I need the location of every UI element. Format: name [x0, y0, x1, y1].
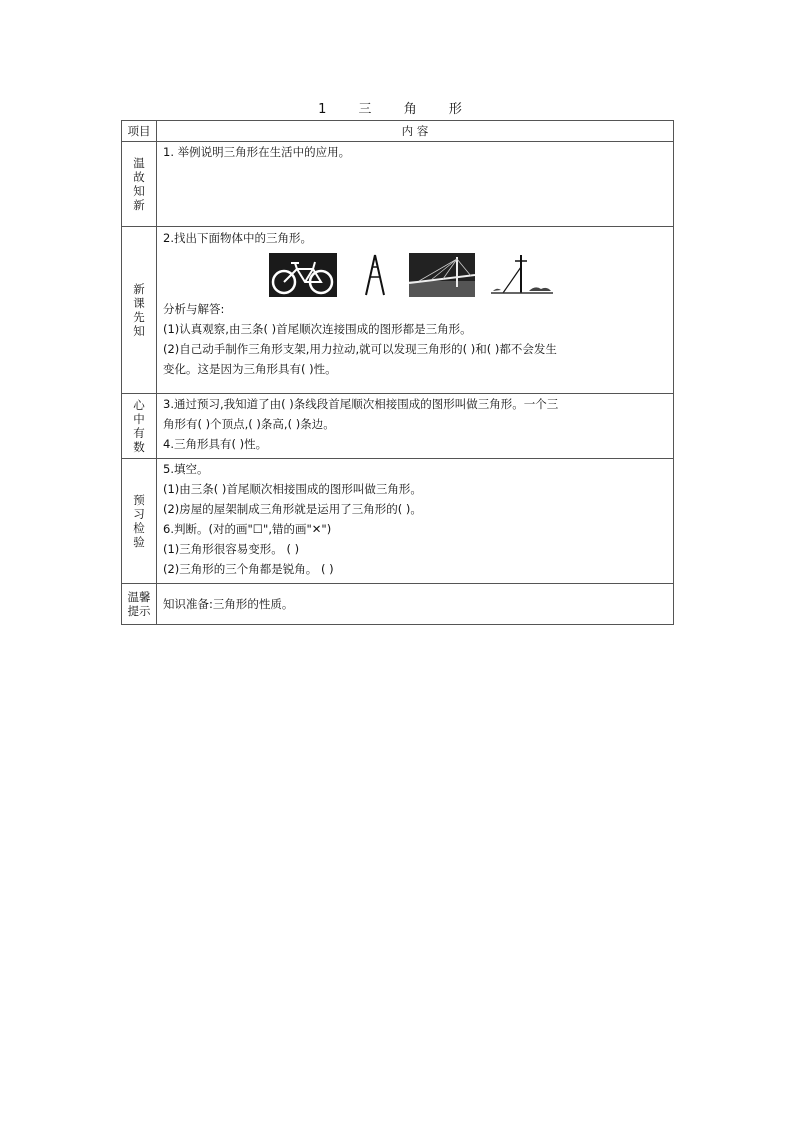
question-line: (1)三角形很容易变形。 ( ): [163, 542, 300, 556]
section-content: [157, 584, 674, 625]
question-line: 分析与解答:: [163, 302, 225, 316]
section-content: [157, 459, 674, 584]
table-row: [122, 227, 674, 394]
section-label: 新 课 先 知: [122, 227, 157, 394]
section-label: 温馨 提示: [122, 584, 157, 625]
question-line: 1. 举例说明三角形在生活中的应用。: [163, 145, 351, 159]
preview-table: [121, 120, 674, 625]
table-header-row: [122, 121, 674, 142]
section-label: 预 习 检 验: [122, 459, 157, 584]
page-title: 1 三 角 形: [318, 102, 476, 117]
question-line: 2.找出下面物体中的三角形。: [163, 231, 312, 245]
section-label: 心 中 有 数: [122, 394, 157, 459]
header-content: 内 容: [157, 121, 674, 142]
pole-image: [491, 253, 553, 297]
header-item: 项目: [122, 121, 157, 142]
table-row: [122, 584, 674, 625]
question-line: (1)认真观察,由三条( )首尾顺次连接围成的图形都是三角形。: [163, 322, 472, 336]
question-line: 角形有( )个顶点,( )条高,( )条边。: [163, 417, 335, 431]
question-line: 4.三角形具有( )性。: [163, 437, 268, 451]
picture-strip: [157, 249, 673, 299]
question-line: (2)自己动手制作三角形支架,用力拉动,就可以发现三角形的( )和( )都不会发生: [163, 342, 557, 356]
question-line: 变化。这是因为三角形具有( )性。: [163, 362, 337, 376]
section-content: [157, 142, 674, 227]
section-content: [157, 394, 674, 459]
tip-line: 知识准备:三角形的性质。: [163, 597, 294, 611]
question-line: (2)房屋的屋架制成三角形就是运用了三角形的( )。: [163, 502, 422, 516]
question-line: 5.填空。: [163, 462, 209, 476]
ladder-image: [363, 253, 387, 297]
question-line: 3.通过预习,我知道了由( )条线段首尾顺次相接围成的图形叫做三角形。一个三: [163, 397, 559, 411]
table-row: [122, 459, 674, 584]
section-label: 温 故 知 新: [122, 142, 157, 227]
question-line: (1)由三条( )首尾顺次相接围成的图形叫做三角形。: [163, 482, 422, 496]
question-line: (2)三角形的三个角都是锐角。 ( ): [163, 562, 334, 576]
table-row: [122, 142, 674, 227]
section-content: [157, 227, 674, 394]
bicycle-image: [269, 253, 337, 297]
question-line: 6.判断。(对的画"☐",错的画"✕"): [163, 522, 332, 536]
bridge-image: [409, 253, 475, 297]
table-row: [122, 394, 674, 459]
